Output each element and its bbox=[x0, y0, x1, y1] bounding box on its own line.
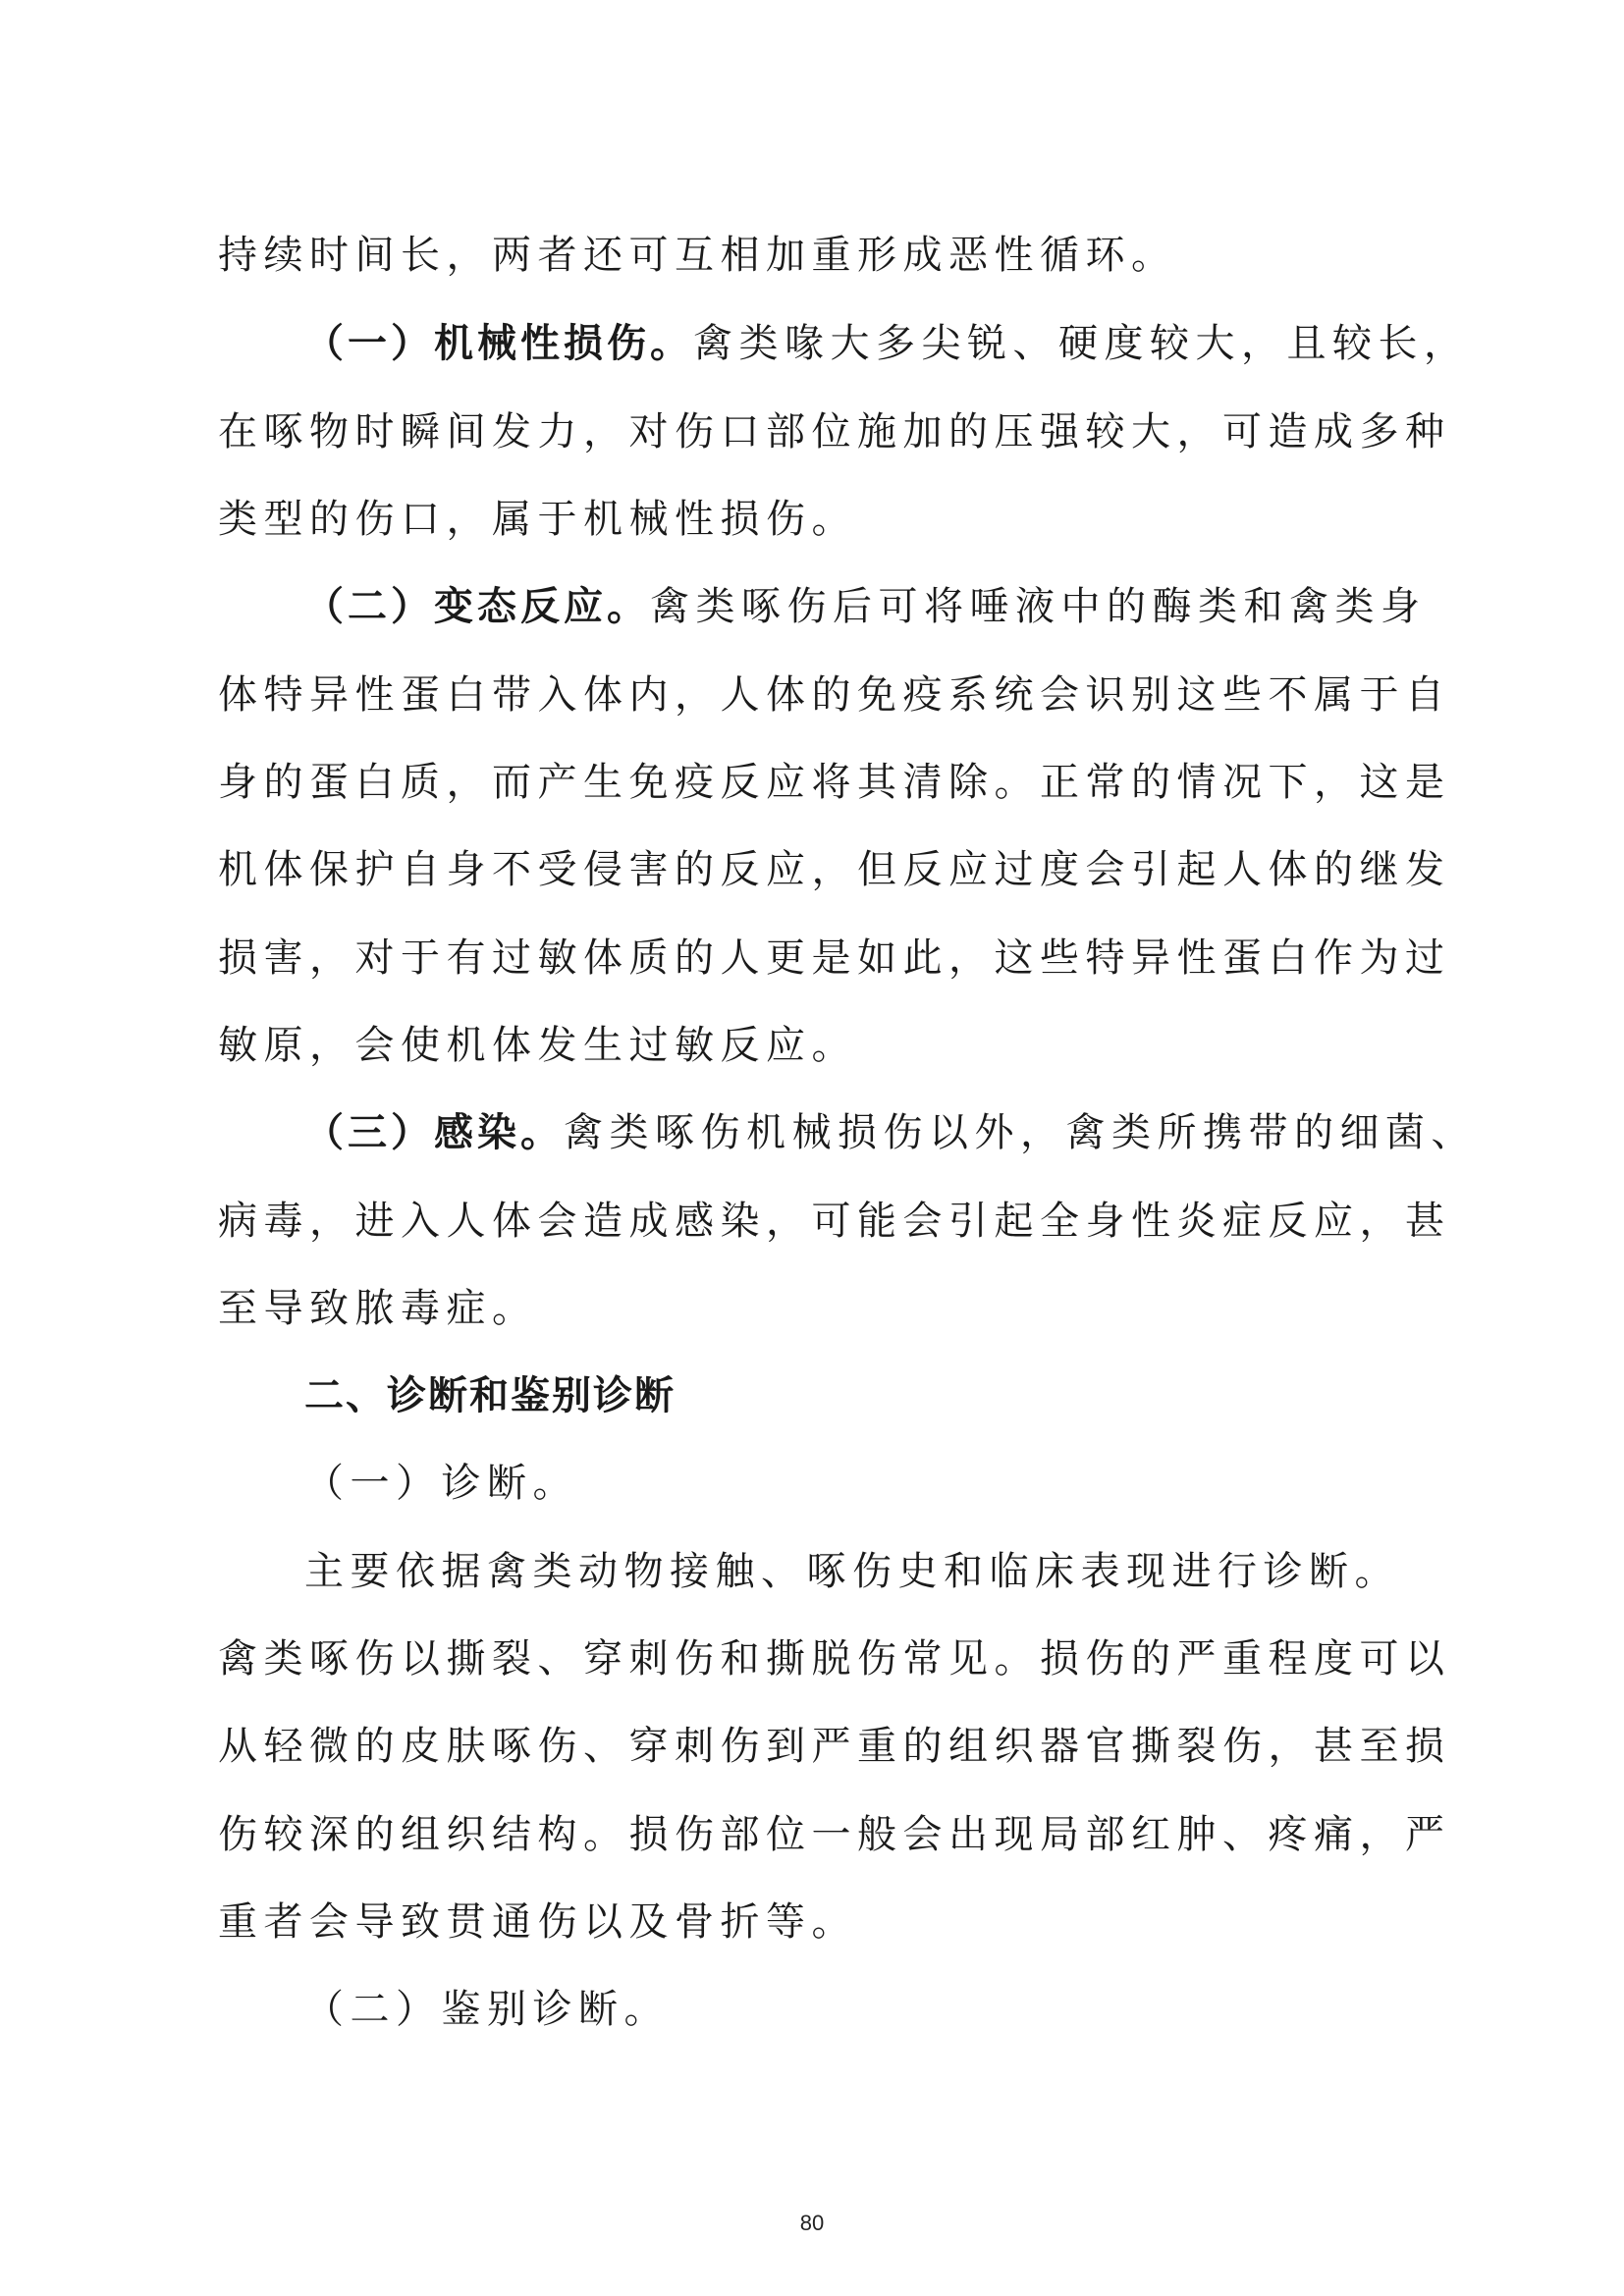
paragraph-line: 敏原，会使机体发生过敏反应。 bbox=[218, 1023, 857, 1068]
paragraph-line: 损害，对于有过敏体质的人更是如此，这些特异性蛋白作为过 bbox=[218, 935, 1451, 981]
section-lead-allergic-reaction: （二）变态反应。 bbox=[304, 584, 650, 629]
section-lead-mechanical-injury: （一）机械性损伤。 bbox=[304, 321, 693, 366]
paragraph-line: 机体保护自身不受侵害的反应，但反应过度会引起人体的继发 bbox=[218, 847, 1451, 892]
paragraph-line: 持续时间长，两者还可互相加重形成恶性循环。 bbox=[218, 233, 1177, 278]
paragraph-line bbox=[304, 320, 1470, 367]
page-number: 80 bbox=[799, 2211, 825, 2235]
paragraph-line: 在啄物时瞬间发力，对伤口部位施加的压强较大，可造成多种 bbox=[218, 409, 1451, 454]
section-lead-infection: （三）感染。 bbox=[304, 1110, 564, 1155]
paragraph-line: 禽类啄伤以撕裂、穿刺伤和撕脱伤常见。损伤的严重程度可以 bbox=[218, 1636, 1451, 1682]
paragraph-line bbox=[304, 1109, 1477, 1156]
paragraph-line: 重者会导致贯通伤以及骨折等。 bbox=[218, 1899, 857, 1945]
paragraph-line: 类型的伤口，属于机械性损伤。 bbox=[218, 497, 857, 542]
paragraph-line bbox=[304, 583, 1427, 630]
paragraph-text: 禽类啄伤后可将唾液中的酶类和禽类身 bbox=[650, 584, 1427, 629]
paragraph-line: 主要依据禽类动物接触、啄伤史和临床表现进行诊断。 bbox=[304, 1549, 1400, 1594]
paragraph-line: 体特异性蛋白带入体内，人体的免疫系统会识别这些不属于自 bbox=[218, 672, 1451, 718]
paragraph-line: 伤较深的组织结构。损伤部位一般会出现局部红肿、疼痛，严 bbox=[218, 1812, 1451, 1857]
paragraph-text: 禽类喙大多尖锐、硬度较大，且较长， bbox=[693, 321, 1470, 366]
section-heading-diagnosis: 二、诊断和鉴别诊断 bbox=[304, 1373, 676, 1418]
paragraph-line: 身的蛋白质，而产生免疫反应将其清除。正常的情况下，这是 bbox=[218, 760, 1451, 805]
subsection-heading-differential-diagnosis: （二）鉴别诊断。 bbox=[304, 1987, 670, 2032]
paragraph-text: 禽类啄伤机械损伤以外，禽类所携带的细菌、 bbox=[564, 1110, 1477, 1155]
paragraph-line: 病毒，进入人体会造成感染，可能会引起全身性炎症反应，甚 bbox=[218, 1199, 1451, 1244]
paragraph-line: 从轻微的皮肤啄伤、穿刺伤到严重的组织器官撕裂伤，甚至损 bbox=[218, 1724, 1451, 1769]
paragraph-line: 至导致脓毒症。 bbox=[218, 1286, 538, 1331]
subsection-heading-diagnosis: （一）诊断。 bbox=[304, 1461, 578, 1506]
